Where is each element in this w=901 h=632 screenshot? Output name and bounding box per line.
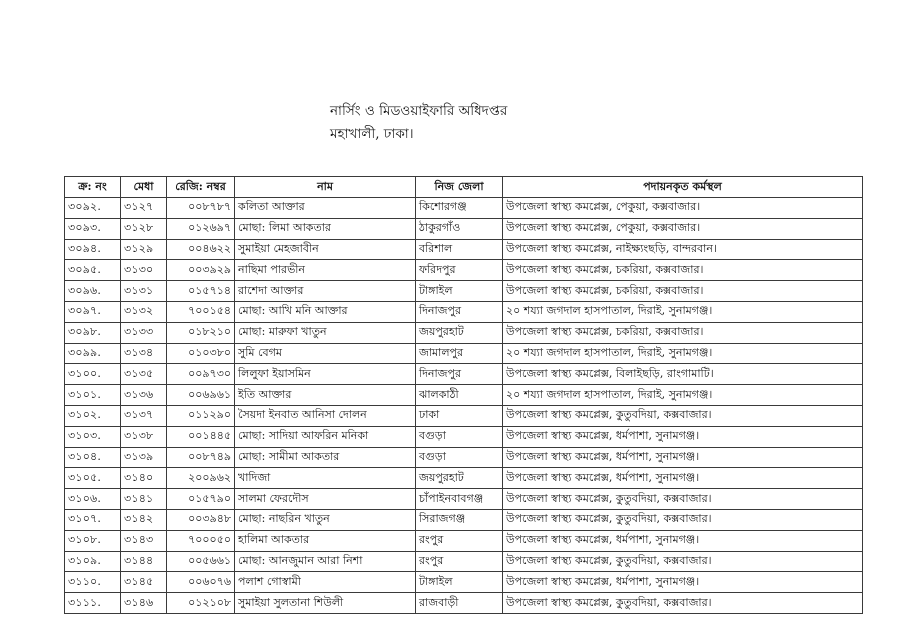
district-cell: রাজবাড়ী [416,593,503,614]
table-row [65,593,863,614]
table-row [65,385,863,406]
merit-cell: ৩১২৭ [121,198,167,219]
serial-cell: ৩০৯৪. [65,239,121,260]
workplace-cell: উপজেলা স্বাস্থ্য কমপ্লেক্স, কুতুবদিয়া, কক্সবাজার। [503,551,863,572]
table-row [65,447,863,468]
table-row [65,343,863,364]
district-cell: কিশোরগঞ্জ [416,198,503,219]
name-cell: সুমাইয়া সুলতানা শিউলী [235,593,416,614]
district-cell: রংপুর [416,530,503,551]
workplace-cell: উপজেলা স্বাস্থ্য কমপ্লেক্স, ধর্মপাশা, সুনামগঞ্জ। [503,468,863,489]
district-cell: দিনাজপুর [416,301,503,322]
merit-cell: ৩১৪৩ [121,530,167,551]
column-header-merit: মেধা [121,177,167,198]
workplace-cell: উপজেলা স্বাস্থ্য কমপ্লেক্স, নাইক্ষ্যংছড়ি, বান্দরবান। [503,239,863,260]
merit-cell: ৩১৩৯ [121,447,167,468]
serial-cell: ৩১০৫. [65,468,121,489]
workplace-cell: উপজেলা স্বাস্থ্য কমপ্লেক্স, ধর্মপাশা, সুনামগঞ্জ। [503,530,863,551]
merit-cell: ৩১৪২ [121,509,167,530]
registration-cell: ৭০০০৫০ [167,530,235,551]
table-row [65,530,863,551]
district-cell: চাঁপাইনবাবগঞ্জ [416,489,503,510]
district-cell: রংপুর [416,551,503,572]
workplace-cell: উপজেলা স্বাস্থ্য কমপ্লেক্স, কুতুবদিয়া, কক্সবাজার। [503,489,863,510]
merit-cell: ৩১৩২ [121,301,167,322]
workplace-cell: উপজেলা স্বাস্থ্য কমপ্লেক্স, চকরিয়া, কক্সবাজার। [503,322,863,343]
table-row [65,489,863,510]
registration-cell: ০০৮৭৪৯ [167,447,235,468]
table-row [65,260,863,281]
serial-cell: ৩০৯৮. [65,322,121,343]
serial-cell: ৩১০৩. [65,426,121,447]
posting-table [64,176,863,614]
merit-cell: ৩১৩৩ [121,322,167,343]
merit-cell: ৩১৪১ [121,489,167,510]
district-cell: টাঙ্গাইল [416,572,503,593]
workplace-cell: উপজেলা স্বাস্থ্য কমপ্লেক্স, পেকুয়া, কক্সবাজার। [503,198,863,219]
district-cell: দিনাজপুর [416,364,503,385]
column-header-serial: ক্র: নং [65,177,121,198]
name-cell: সুমি বেগম [235,343,416,364]
merit-cell: ৩১৩৮ [121,426,167,447]
table-row [65,322,863,343]
registration-cell: ৭০০১৫৪ [167,301,235,322]
workplace-cell: উপজেলা স্বাস্থ্য কমপ্লেক্স, পেকুয়া, কক্সবাজার। [503,218,863,239]
column-header-workplace: পদায়নকৃত কর্মস্থল [503,177,863,198]
workplace-cell: উপজেলা স্বাস্থ্য কমপ্লেক্স, ধর্মপাশা, সুনামগঞ্জ। [503,426,863,447]
table-row [65,572,863,593]
serial-cell: ৩১০৪. [65,447,121,468]
name-cell: হালিমা আকতার [235,530,416,551]
office-name: নার্সিং ও মিডওয়াইফারি অধিদপ্তর [330,103,508,119]
workplace-cell: উপজেলা স্বাস্থ্য কমপ্লেক্স, কুতুবদিয়া, কক্সবাজার। [503,405,863,426]
name-cell: মোছা: আখি মনি আক্তার [235,301,416,322]
table-row [65,218,863,239]
column-header-registration: রেজি: নম্বর [167,177,235,198]
name-cell: মোছা: লিমা আকতার [235,218,416,239]
district-cell: ঢাকা [416,405,503,426]
table-row [65,198,863,219]
serial-cell: ৩১০৬. [65,489,121,510]
merit-cell: ৩১৩৪ [121,343,167,364]
registration-cell: ০০৩৯৪৮ [167,509,235,530]
serial-cell: ৩১০৯. [65,551,121,572]
merit-cell: ৩১৩৫ [121,364,167,385]
column-header-name: নাম [235,177,416,198]
registration-cell: ০১২১০৮ [167,593,235,614]
name-cell: মোছা: মারুফা খাতুন [235,322,416,343]
name-cell: মোছা: আনজুমান আরা নিশা [235,551,416,572]
district-cell: ফরিদপুর [416,260,503,281]
district-cell: সিরাজগঞ্জ [416,509,503,530]
registration-cell: ০০১৪৪৫ [167,426,235,447]
serial-cell: ৩০৯৩. [65,218,121,239]
workplace-cell: উপজেলা স্বাস্থ্য কমপ্লেক্স, ধর্মপাশা, সুনামগঞ্জ। [503,447,863,468]
registration-cell: ০০৪৬২২ [167,239,235,260]
workplace-cell: উপজেলা স্বাস্থ্য কমপ্লেক্স, বিলাইছড়ি, রাংগামাটি। [503,364,863,385]
name-cell: কলিতা আক্তার [235,198,416,219]
workplace-cell: ২০ শয্যা জগদাল হাসপাতাল, দিরাই, সুনামগঞ্জ। [503,343,863,364]
serial-cell: ৩০৯৭. [65,301,121,322]
table-row [65,364,863,385]
table-row [65,551,863,572]
district-cell: বগুড়া [416,447,503,468]
workplace-cell: উপজেলা স্বাস্থ্য কমপ্লেক্স, চকরিয়া, কক্সবাজার। [503,281,863,302]
serial-cell: ৩০৯৯. [65,343,121,364]
table-row [65,281,863,302]
serial-cell: ৩১০০. [65,364,121,385]
district-cell: ঝালকাঠী [416,385,503,406]
table-row [65,509,863,530]
serial-cell: ৩১০১. [65,385,121,406]
registration-cell: ০১১২৯০ [167,405,235,426]
district-cell: জয়পুরহাট [416,322,503,343]
serial-cell: ৩০৯২. [65,198,121,219]
serial-cell: ৩০৯৫. [65,260,121,281]
name-cell: ইতি আক্তার [235,385,416,406]
workplace-cell: উপজেলা স্বাস্থ্য কমপ্লেক্স, চকরিয়া, কক্সবাজার। [503,260,863,281]
serial-cell: ৩১০৭. [65,509,121,530]
workplace-cell: উপজেলা স্বাস্থ্য কমপ্লেক্স, কুতুবদিয়া, কক্সবাজার। [503,509,863,530]
name-cell: মোছা: সাদিয়া আফরিন মনিকা [235,426,416,447]
name-cell: লিলুফা ইয়াসমিন [235,364,416,385]
merit-cell: ৩১৩১ [121,281,167,302]
workplace-cell: উপজেলা স্বাস্থ্য কমপ্লেক্স, কুতুবদিয়া, কক্সবাজার। [503,593,863,614]
name-cell: নাছিমা পারভীন [235,260,416,281]
registration-cell: ০০৬৯৬১ [167,385,235,406]
name-cell: সুমাইয়া মেহজাবীন [235,239,416,260]
name-cell: সালমা ফেরদৌস [235,489,416,510]
workplace-cell: ২০ শয্যা জগদাল হাসপাতাল, দিরাই, সুনামগঞ্জ। [503,301,863,322]
column-header-district: নিজ জেলা [416,177,503,198]
registration-cell: ০১৫৭৯০ [167,489,235,510]
workplace-cell: উপজেলা স্বাস্থ্য কমপ্লেক্স, ধর্মপাশা, সুনামগঞ্জ। [503,572,863,593]
registration-cell: ০০৩৯২৯ [167,260,235,281]
merit-cell: ৩১২৯ [121,239,167,260]
serial-cell: ৩১১০. [65,572,121,593]
name-cell: মোছা: সামীমা আকতার [235,447,416,468]
merit-cell: ৩১৩৬ [121,385,167,406]
district-cell: ঠাকুরগাঁও [416,218,503,239]
district-cell: জয়পুরহাট [416,468,503,489]
name-cell: পলাশ গোস্বামী [235,572,416,593]
name-cell: মোছা: নাছরিন খাতুন [235,509,416,530]
serial-cell: ৩১০২. [65,405,121,426]
registration-cell: ০০৫৬৬১ [167,551,235,572]
serial-cell: ৩১০৮. [65,530,121,551]
registration-cell: ০১৫৭১৪ [167,281,235,302]
district-cell: বরিশাল [416,239,503,260]
merit-cell: ৩১৪৬ [121,593,167,614]
name-cell: সৈয়দা ইনবাত আনিসা দোলন [235,405,416,426]
merit-cell: ৩১৩০ [121,260,167,281]
registration-cell: ০০৬০৭৬ [167,572,235,593]
registration-cell: ০১২৬৯৭ [167,218,235,239]
merit-cell: ৩১৪০ [121,468,167,489]
table-row [65,405,863,426]
table-row [65,426,863,447]
name-cell: রাশেদা আক্তার [235,281,416,302]
merit-cell: ৩১৪৪ [121,551,167,572]
table-row [65,301,863,322]
registration-cell: ০০৯৭৩০ [167,364,235,385]
name-cell: খাদিজা [235,468,416,489]
merit-cell: ৩১২৮ [121,218,167,239]
table-row [65,239,863,260]
table-row [65,468,863,489]
serial-cell: ৩১১১. [65,593,121,614]
document-header [330,100,507,146]
workplace-cell: ২০ শয্যা জগদাল হাসপাতাল, দিরাই, সুনামগঞ্জ। [503,385,863,406]
district-cell: জামালপুর [416,343,503,364]
serial-cell: ৩০৯৬. [65,281,121,302]
merit-cell: ৩১৪৫ [121,572,167,593]
merit-cell: ৩১৩৭ [121,405,167,426]
table-body [65,198,863,614]
office-address: মহাখালী, ঢাকা। [330,126,414,142]
posting-table-container [64,176,863,614]
registration-cell: ০১০৩৮০ [167,343,235,364]
district-cell: বগুড়া [416,426,503,447]
district-cell: টাঙ্গাইল [416,281,503,302]
table-header-row [65,177,863,198]
registration-cell: ২০০৯৬২ [167,468,235,489]
registration-cell: ০০৮৭৮৭ [167,198,235,219]
registration-cell: ০১৮২১০ [167,322,235,343]
